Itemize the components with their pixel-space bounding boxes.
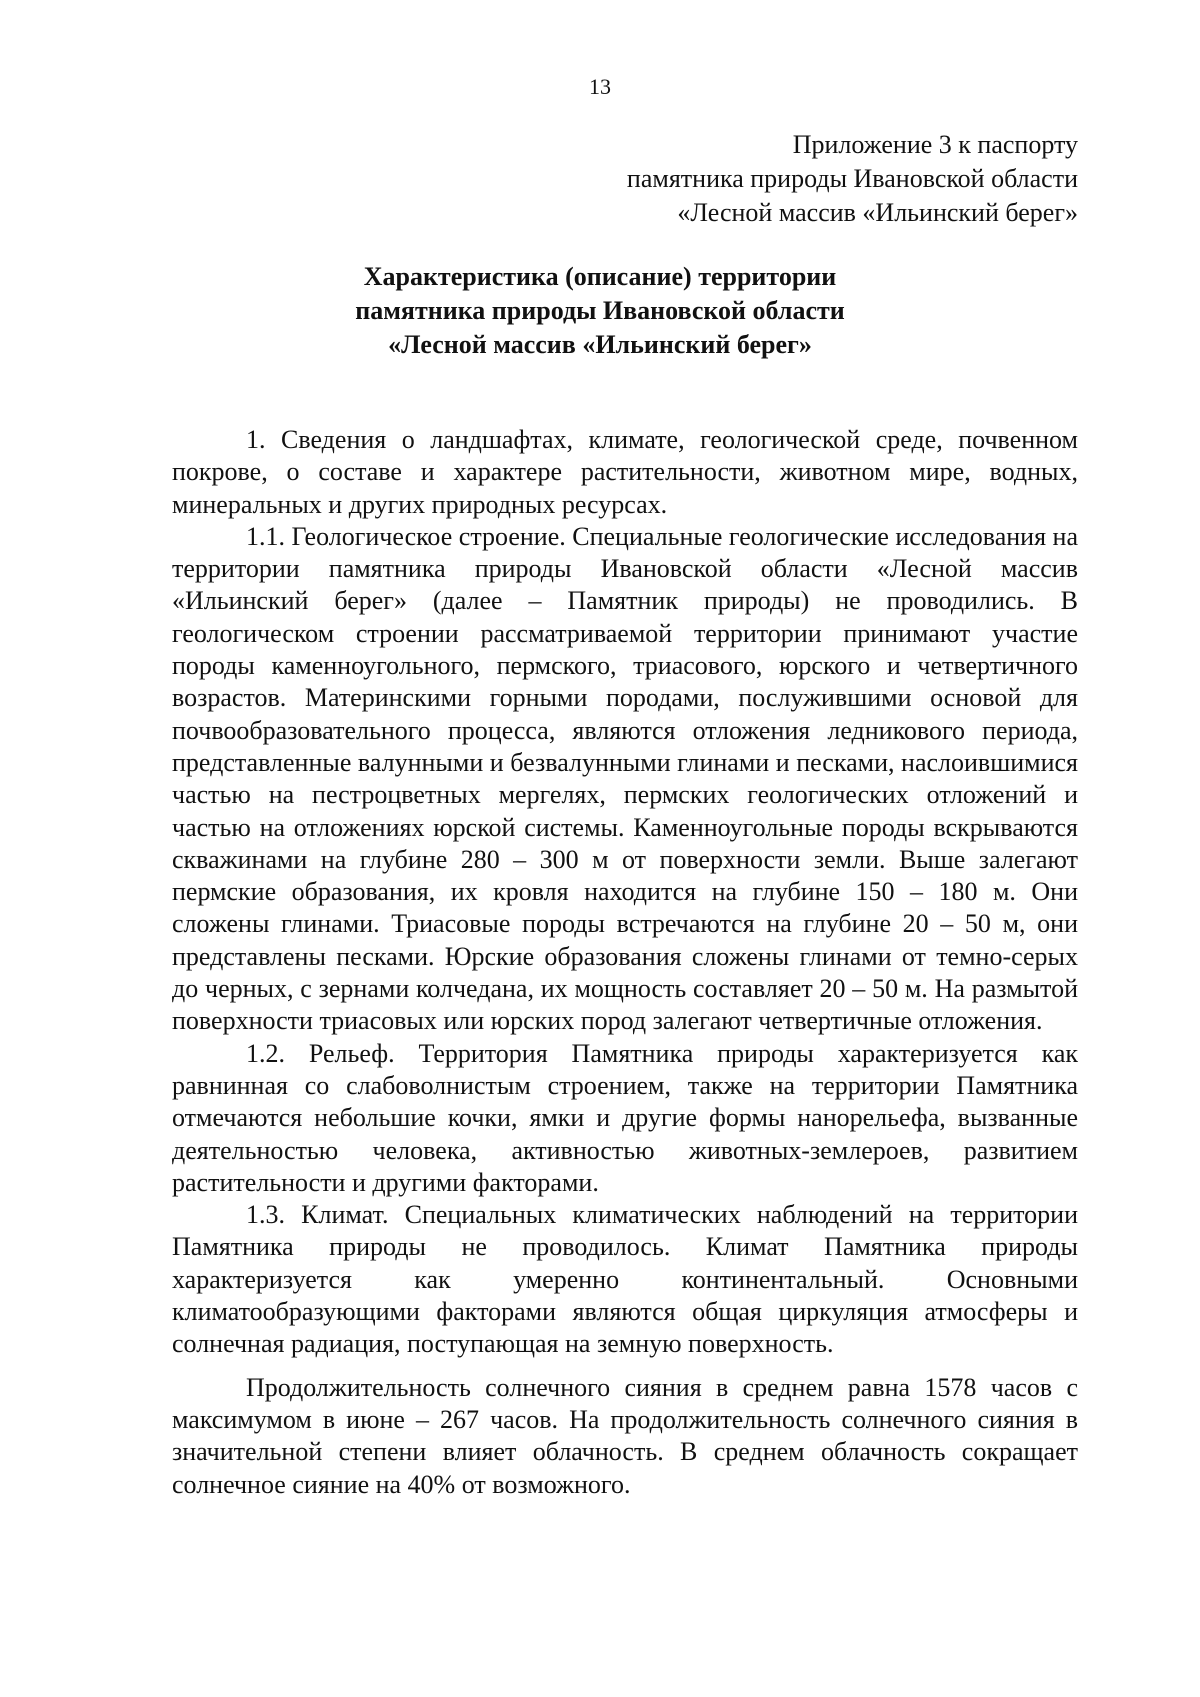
title-line-1: Характеристика (описание) территории [363, 262, 837, 291]
paragraph-1-3-climate: 1.3. Климат. Специальных климатических наблюдений на территории Памятника природы не проводилось. Климат Памятника природы характеризуется как умеренно континентальный. Основными климатообразующими факторами являются общая циркуляция атмосферы и солнечная радиация, поступающая на земную поверхность. [172, 1200, 1078, 1359]
appendix-reference [438, 128, 1078, 230]
document-body [172, 424, 1078, 1501]
appendix-line-1: Приложение 3 к паспорту [792, 130, 1078, 159]
appendix-line-3: «Лесной массив «Ильинский берег» [677, 198, 1078, 227]
appendix-line-2: памятника природы Ивановской области [626, 164, 1078, 193]
title-line-3: «Лесной массив «Ильинский берег» [388, 330, 812, 359]
paragraph-1-1-geology: 1.1. Геологическое строение. Специальные геологические исследования на территории памятника природы Ивановской области «Лесной массив «Ильинский берег» (далее – Памятник природы) не проводились. В геологическом строении рассматриваемой территории принимают участие породы каменноугольного, пермского, триасового, юрского и четвертичного возрастов. Материнскими горными породами, послужившими основой для почвообразовательного процесса, являются отложения ледникового периода, представленные валунными и безвалунными глинами и песками, наслоившимися частью на пестроцветных мергелях, пермских геологических отложений и частью на отложениях юрской системы. Каменноугольные породы вскрываются скважинами на глубине 280 – 300 м от поверхности земли. Выше залегают пермские образования, их кровля находится на глубине 150 – 180 м. Они сложены глинами. Триасовые породы встречаются на глубине 20 – 50 м, они представлены песками. Юрские образования сложены глинами от темно-серых до черных, с зернами колчедана, их мощность составляет 20 – 50 м. На размытой поверхности триасовых или юрских пород залегают четвертичные отложения. [172, 521, 1078, 1036]
document-title [0, 260, 1200, 362]
paragraph-1-2-relief: 1.2. Рельеф. Территория Памятника природы характеризуется как равнинная со слабоволнистым строением, также на территории Памятника отмечаются небольшие кочки, ямки и другие формы нанорельефа, вызванные деятельностью человека, активностью животных-землероев, развитием растительности и другими факторами. [172, 1038, 1078, 1197]
paragraph-sunshine: Продолжительность солнечного сияния в среднем равна 1578 часов с максимумом в июне – 267 часов. На продолжительность солнечного сияния в значительной степени влияет облачность. В среднем облачность сокращает солнечное сияние на 40% от возможного. [172, 1372, 1078, 1499]
page-number: 13 [589, 74, 611, 99]
paragraph-1-general-info: 1. Сведения о ландшафтах, климате, геологической среде, почвенном покрове, о составе и характере растительности, животном мире, водных, минеральных и других природных ресурсах. [172, 425, 1078, 519]
title-line-2: памятника природы Ивановской области [355, 296, 845, 325]
